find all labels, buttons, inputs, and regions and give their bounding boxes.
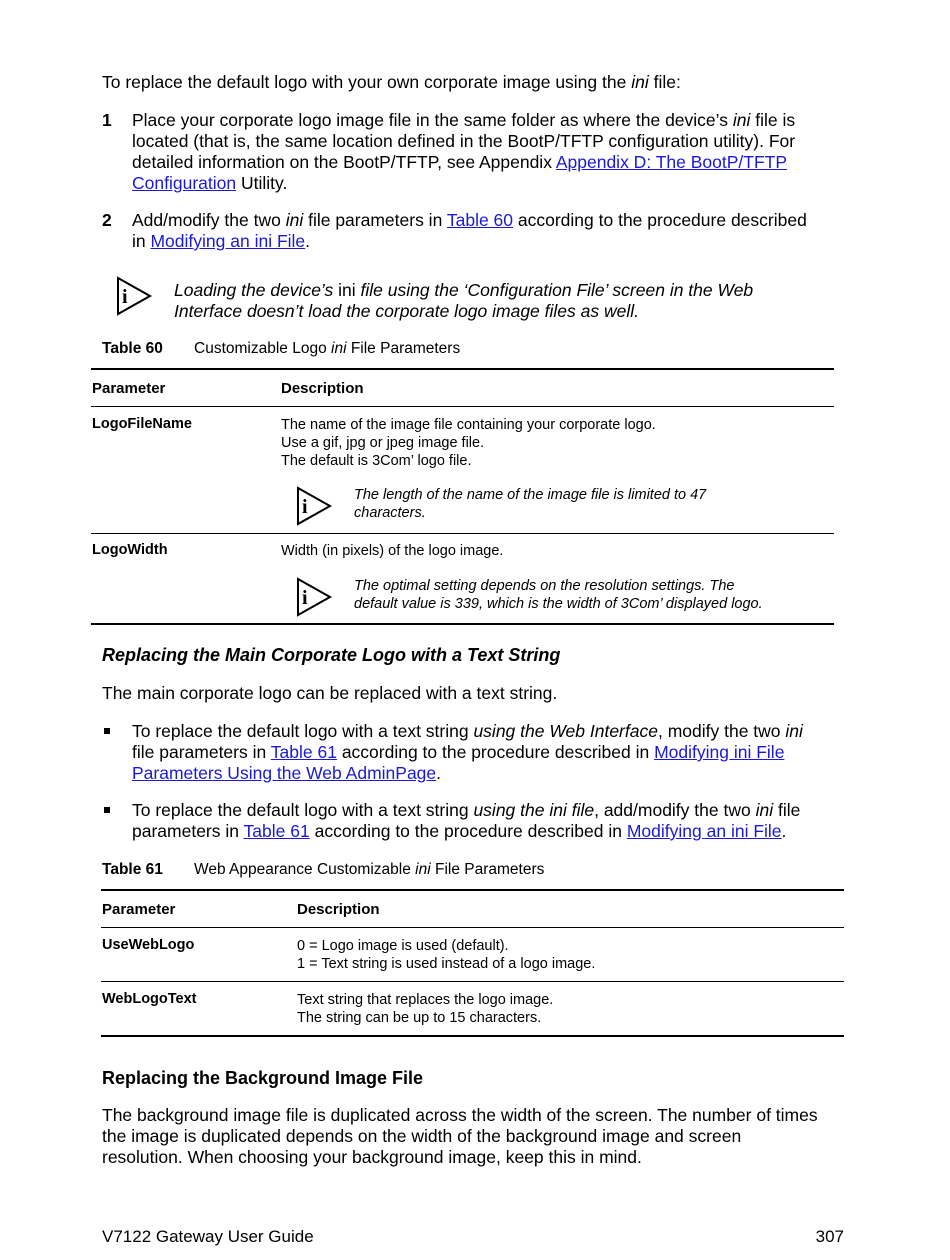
info-icon [116, 276, 154, 316]
table-61-link[interactable]: Table 61 [243, 821, 310, 841]
appendix-d-link[interactable]: Appendix D: The BootP/TFTP [555, 152, 788, 172]
page-number: 307 [815, 1227, 844, 1246]
table-rule [101, 889, 844, 891]
table-60-link[interactable]: Table 60 [446, 210, 514, 230]
note-loading-ini: Loading the device’s ini file using the ‘Configuration File’ screen in the Web Interface doesn’t load the corporate logo image files as well. [174, 280, 754, 321]
param-name: LogoWidth [92, 542, 168, 558]
table-rule [91, 406, 834, 407]
param-note: The length of the name of the image file is limited to 47 characters. [354, 487, 707, 521]
section-paragraph: The background image file is duplicated across the width of the screen. The number of times the image is duplicated depends on the width of the background image and screen resolution. When choosing your background image, keep this in mind. [102, 1105, 818, 1167]
table-header-parameter: Parameter [92, 380, 166, 397]
modifying-ini-file-link[interactable]: Modifying an ini File [150, 231, 306, 251]
param-name: UseWebLogo [102, 937, 195, 953]
bullet-marker [104, 728, 110, 734]
bullet-item: To replace the default logo with a text string using the ini file, add/modify the two ini file parameters in Table 61 according to the procedure described in Modifying an ini File. [132, 800, 801, 841]
modifying-ini-file-params-link[interactable]: Modifying ini File [654, 742, 785, 762]
table-rule [91, 623, 834, 625]
modifying-ini-file-link[interactable]: Modifying an ini File [626, 821, 782, 841]
table-60-caption: Table 60 Customizable Logo ini File Parameters [102, 340, 461, 357]
step-number: 2 [102, 210, 112, 230]
param-name: LogoFileName [92, 416, 192, 432]
table-rule [101, 1035, 844, 1037]
table-header-description: Description [297, 901, 380, 918]
param-description: Width (in pixels) of the logo image. [281, 543, 504, 559]
step-1-text: Place your corporate logo image file in the same folder as where the device’s ini file is located (that is, the same location defined in the BootP/TFTP configuration utility). For detailed information on the BootP/TFTP, see Appendix Appendix D: The BootP/TFTP Configuration Utility. [132, 110, 796, 193]
table-61-caption: Table 61 Web Appearance Customizable ini File Parameters [102, 861, 545, 878]
modifying-ini-file-params-link-cont[interactable]: Parameters Using the Web AdminPage [132, 763, 437, 783]
svg-text:i: i [302, 496, 308, 518]
param-note: The optimal setting depends on the resolution settings. The default value is 339, which is the width of 3Com’ displayed logo. [354, 578, 763, 612]
svg-text:i: i [122, 286, 128, 308]
param-description: Text string that replaces the logo image. The string can be up to 15 characters. [297, 992, 554, 1026]
intro-text: To replace the default logo with your own corporate image using the ini file: [102, 72, 681, 92]
param-name: WebLogoText [102, 991, 197, 1007]
table-header-description: Description [281, 380, 364, 397]
table-rule [101, 927, 844, 928]
table-61-link[interactable]: Table 61 [270, 742, 337, 762]
bullet-marker [104, 807, 110, 813]
section-heading: Replacing the Background Image File [102, 1068, 424, 1088]
info-icon [296, 577, 334, 617]
appendix-d-link-cont[interactable]: Configuration [132, 173, 237, 193]
param-description: 0 = Logo image is used (default). 1 = Text string is used instead of a logo image. [297, 938, 596, 972]
table-rule [91, 533, 834, 534]
bullet-item: To replace the default logo with a text string using the Web Interface, modify the two ini file parameters in Table 61 according to the procedure described in Modifying ini File Parameters Using the Web AdminPage. [132, 721, 803, 783]
table-header-parameter: Parameter [102, 901, 176, 918]
footer-title: V7122 Gateway User Guide [102, 1227, 314, 1246]
table-rule [91, 368, 834, 370]
section-paragraph: The main corporate logo can be replaced with a text string. [102, 683, 558, 703]
section-heading: Replacing the Main Corporate Logo with a Text String [102, 645, 561, 665]
param-description: The name of the image file containing your corporate logo. Use a gif, jpg or jpeg image file. The default is 3Com’ logo file. [281, 417, 656, 469]
table-rule [101, 981, 844, 982]
step-2-text: Add/modify the two ini file parameters in Table 60 according to the procedure described in Modifying an ini File. [132, 210, 807, 251]
svg-text:i: i [302, 587, 308, 609]
step-number: 1 [102, 110, 112, 130]
info-icon [296, 486, 334, 526]
